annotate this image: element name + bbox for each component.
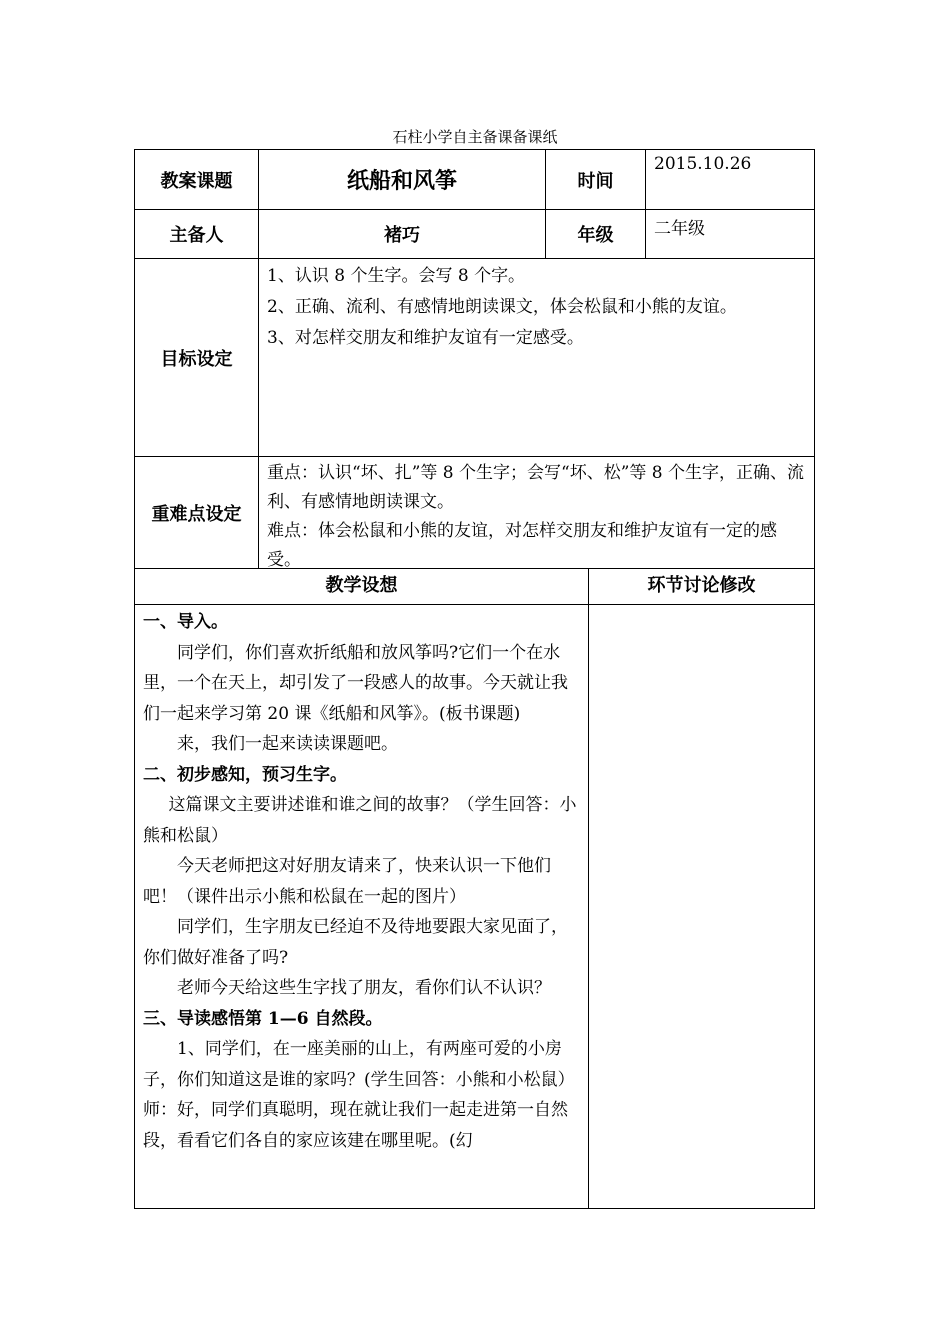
topic-label: 教案课题 [135,150,259,209]
paragraph: 同学们，你们喜欢折纸船和放风筝吗?它们一个在水里，一个在天上，却引发了一段感人的故事。今天就让我们一起来学习第 20 课《纸船和风筝》。(板书课题) [143,642,568,724]
paragraph: 来，我们一起来读读课题吧。 [177,734,398,754]
discuss-content [589,605,814,1208]
preparer-label: 主备人 [135,210,259,258]
topic-row [134,149,815,210]
section-heading: 三、导读感悟第 1—6 自然段。 [143,1008,383,1029]
document-title: 石柱小学自主备课备课纸 [392,128,558,146]
design-content [135,605,589,1208]
topic-value: 纸船和风筝 [259,150,546,209]
paragraph: 老师今天给这些生字找了朋友，看你们认不认识？ [177,978,551,998]
key-points-content [259,457,814,568]
goal-item: 2、正确、流利、有感情地朗读课文，体会松鼠和小熊的友谊。 [267,297,737,317]
key-points-row [134,457,815,569]
time-value: 2015.10.26 [654,154,752,174]
paragraph: 今天老师把这对好朋友请来了，快来认识一下他们吧！（课件出示小熊和松鼠在一起的图片） [143,856,551,907]
grade-value: 二年级 [654,219,705,239]
grade-label: 年级 [546,210,646,258]
goals-content [259,259,814,456]
paragraph: 1、同学们，在一座美丽的山上，有两座可爱的小房子，你们知道这是谁的家吗？(学生回答：小熊和小松鼠）师：好，同学们真聪明，现在就让我们一起走进第一自然段，看看它们各自的家应该建在哪里呢。(幻 [143,1039,575,1151]
preparer-value: 褚巧 [259,210,546,258]
key-point-text: 重点：认识“坏、扎”等 8 个生字；会写“坏、松”等 8 个生字，正确、流利、有感情地朗读课文。 [267,463,805,512]
preparer-row [134,210,815,259]
goals-label: 目标设定 [135,259,259,456]
discuss-header: 环节讨论修改 [647,575,756,596]
key-points-label: 重难点设定 [135,457,259,568]
goal-item: 3、对怎样交朋友和维护友谊有一定感受。 [267,328,584,348]
paragraph: 同学们，生字朋友已经迫不及待地要跟大家见面了，你们做好准备了吗? [143,917,568,968]
design-body-row [134,605,815,1209]
goal-item: 1、认识 8 个生字。会写 8 个字。 [267,266,526,286]
column-header-row [134,569,815,605]
design-header: 教学设想 [135,569,589,604]
section-heading: 二、初步感知，预习生字。 [143,764,347,785]
lesson-plan-table [134,149,815,1209]
paragraph: 这篇课文主要讲述谁和谁之间的故事？（学生回答：小熊和松鼠） [143,795,577,846]
difficult-point-text: 难点：体会松鼠和小熊的友谊，对怎样交朋友和维护友谊有一定的感受。 [267,521,777,570]
section-heading: 一、导入。 [143,612,228,632]
time-label: 时间 [546,150,646,209]
goals-row [134,259,815,457]
